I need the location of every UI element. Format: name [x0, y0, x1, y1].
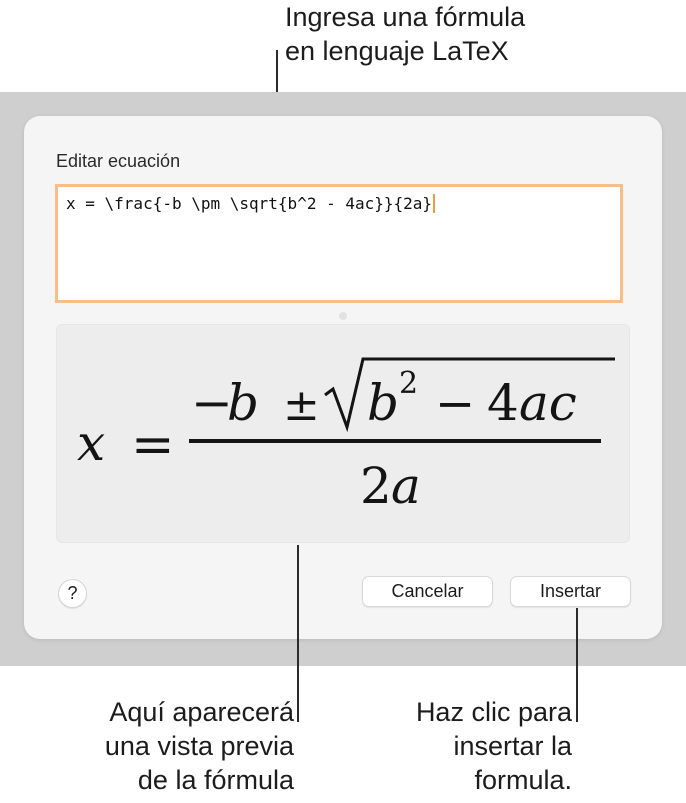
- formula-exponent: 2: [399, 366, 419, 401]
- insert-button[interactable]: Insertar: [510, 576, 631, 607]
- formula-radical-four: 4: [487, 374, 519, 432]
- callout-insert: [416, 695, 572, 797]
- latex-input-value: x = \frac{-b \pm \sqrt{b^2 - 4ac}}{2a}: [66, 194, 433, 213]
- callout-insert-line-2: insertar la: [453, 731, 572, 761]
- formula-preview-render: [57, 325, 631, 544]
- edit-equation-dialog: [24, 116, 662, 639]
- formula-numerator-b: b: [227, 374, 260, 432]
- callout-preview-line-3: de la fórmula: [137, 765, 294, 795]
- callout-insert-pointer: [576, 608, 578, 722]
- callout-preview-pointer: [297, 545, 299, 722]
- callout-preview-line-1: Aquí aparecerá: [109, 697, 294, 727]
- dialog-title: Editar ecuación: [56, 151, 181, 171]
- formula-radical-ac: ac: [519, 374, 577, 432]
- formula-preview: [56, 324, 630, 543]
- resize-handle[interactable]: [339, 312, 347, 320]
- help-button[interactable]: ?: [58, 579, 87, 608]
- latex-input[interactable]: [55, 184, 623, 303]
- formula-denominator-a: a: [391, 457, 421, 515]
- callout-insert-line-1: Haz clic para: [415, 697, 572, 727]
- callout-latex-line-1: Ingresa una fórmula: [285, 2, 526, 32]
- callout-insert-line-3: formula.: [474, 765, 572, 795]
- formula-denominator-two: 2: [360, 457, 392, 515]
- cancel-button[interactable]: Cancelar: [362, 576, 493, 607]
- formula-radical-b: b: [367, 374, 400, 432]
- formula-radical-minus: −: [435, 376, 476, 432]
- callout-preview: [105, 695, 294, 797]
- formula-numerator-minus: −: [191, 374, 233, 432]
- callout-latex-input: [285, 0, 525, 68]
- callout-preview-line-2: una vista previa: [104, 731, 294, 761]
- formula-plus-minus: ±: [283, 380, 320, 431]
- text-caret: [433, 194, 435, 213]
- formula-lhs-x: x: [77, 414, 106, 472]
- formula-equals: =: [131, 415, 175, 475]
- callout-latex-line-2: en lenguaje LaTeX: [285, 36, 509, 66]
